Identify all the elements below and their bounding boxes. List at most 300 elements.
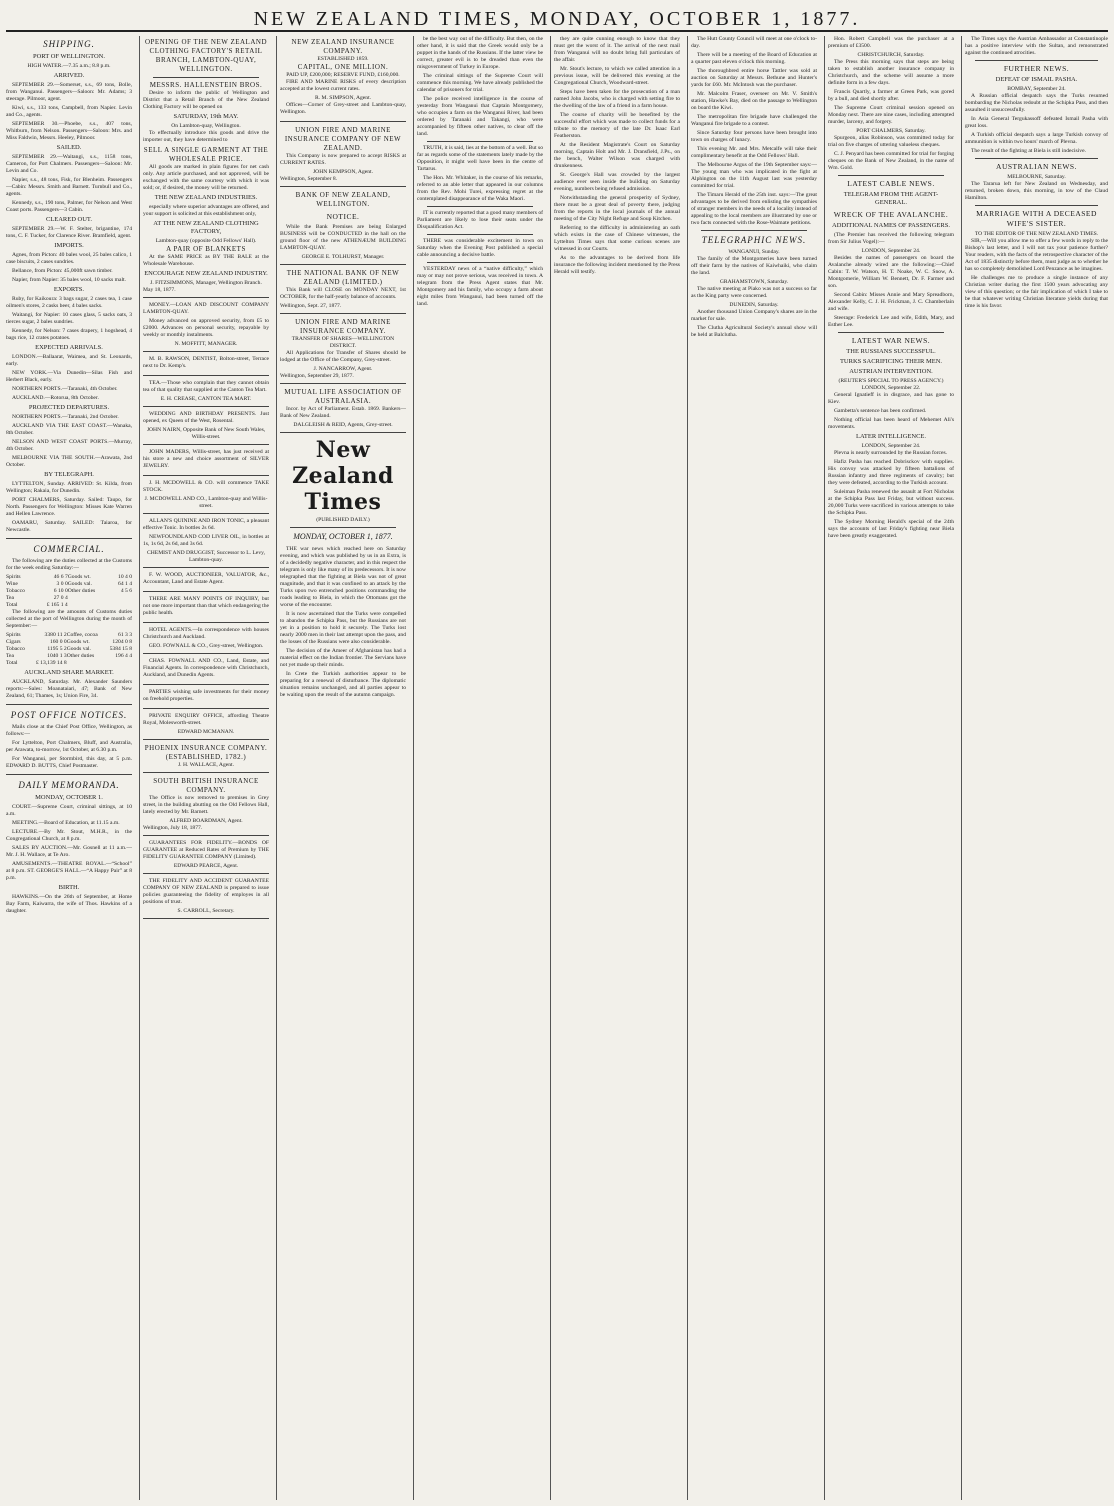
subheading: LATER INTELLIGENCE. [855, 433, 927, 440]
divider [290, 527, 396, 528]
ad-paid-up: PAID UP, £200,000; RESERVE FUND, £160,000. [286, 72, 400, 78]
column-2 [143, 36, 269, 1500]
paragraph: SEPTEMBER 29.—Somerset, s.s., 69 tons, Bolle, from Wanganui. Passengers—Saloon: Mr. Adams; 3 steerage. Pilmoor, agent. [6, 82, 132, 102]
news-paragraph: Referring to the difficulty in administering an oath which exists in the case of Chinese witnesses, the Lyttelton Times says that some curious scenes are witnessed in our Courts. [554, 225, 680, 252]
news-paragraph: Mr. Malcolm Fraser, overseer on Mr. V. Smith's station, Hawke's Bay, died on the passage to Wellington on board the Kiwi. [691, 91, 817, 111]
divider [975, 60, 1098, 61]
duty-cell: 5384 15 8 [109, 646, 132, 652]
advertisement-fidelity [143, 876, 269, 919]
paragraph: Incor. by Act of Parliament. Estab. 1869. Bankers—Bank of New Zealand. [280, 406, 406, 419]
ad-date: Wellington, September 8. [280, 176, 338, 182]
news-paragraph: The metropolitan fire brigade have challenged the Wanganui fire brigade to a contest. [691, 114, 817, 127]
duty-cell: 3380 11 2 [44, 632, 67, 638]
divider [975, 205, 1098, 206]
ad-title: PRIVATE ENQUIRY OFFICE, affording Theatre Royal, Molesworth-street. [143, 713, 269, 726]
divider [427, 234, 533, 235]
ad-title: MUTUAL LIFE ASSOCIATION OF AUSTRALASIA. [284, 388, 402, 405]
paragraph: Kiwi, s.s., 133 tons, Campbell, from Napier. Levin and Co., agents. [6, 105, 132, 118]
duty-cell: Tobacco [6, 588, 25, 594]
section-heading-telegraphic: TELEGRAPHIC NEWS. [701, 235, 807, 245]
ad-subtitle: MESSRS. HALLENSTEIN BROS. [149, 81, 263, 89]
subheading: ADDITIONAL NAMES OF PASSENGERS. [832, 222, 950, 229]
news-paragraph: Besides the names of passengers on board the Avalanche already wired are the following:—Chief Cabin: T. W. Watson, H. T. Noake, W. C. Snow, A. Montgomerie, William W. Bennett, Dr. F. Farmer and son. [828, 255, 954, 289]
news-paragraph: St. George's Hall was crowded by the largest audience ever seen inside the building on Saturday evening, numbers being refused admission. [554, 172, 680, 192]
letter-paragraph: SIR,—Will you allow me to offer a few words in reply to the Bishop's last letter, and I will not tax your patience further? Your readers, with the facts of the retrospective character of the Act of 1835 distinctly before them, must judge as to whether he has so completely demolished Lord Penzance as he imagines. [965, 238, 1108, 272]
duty-cell: 196 4 4 [115, 653, 132, 659]
ad-title: BANK OF NEW ZEALAND, WELLINGTON. [295, 191, 391, 208]
editorial-paragraph: The police received intelligence in the course of yesterday from Wanganui that Captain Montgomery, who occupies a farm on the Wanganui River, had been ordered by Taranaki and Takangi, who were accompanied by fifteen other natives, to clear off the land. [417, 96, 543, 137]
duty-cell: Spirits [6, 632, 21, 638]
advertisement-mutual-life [280, 386, 406, 433]
column-1 [6, 36, 132, 1500]
section-heading-cable-news: LATEST CABLE NEWS. [847, 179, 935, 188]
ad-date: Wellington, July 18, 1877. [143, 825, 203, 831]
editorial-paragraph: IT is currently reported that a good many members of Parliament are likely to lose their seats under the Disqualification Act. [417, 210, 543, 230]
paragraph: This Company is now prepared to accept RISKS at CURRENT RATES. [280, 153, 406, 166]
subheading: WRECK OF THE AVALANCHE. [833, 210, 949, 219]
ad-title: THERE ARE MANY POINTS OF INQUIRY, but not one more important than that which endangering the public health. [143, 596, 269, 616]
ad-title: UNION FIRE AND MARINE INSURANCE COMPANY OF NEW ZEALAND. [284, 126, 402, 152]
paragraph: Ruby, for Kaikoura: 3 bags sugar, 2 cases tea, 1 case oilmen's stores, 2 casks beer, 4 bales sacks. [6, 296, 132, 309]
ad-title: PHOENIX INSURANCE COMPANY. (ESTABLISHED, 1782.) [144, 744, 268, 761]
duty-cell: 1040 1 3 [47, 653, 67, 659]
advertisement-hotel-agents [143, 625, 269, 654]
news-paragraph: A Russian official despatch says the Turks resumed bombarding the Nicholas redoubt at the Schipka Pass, and then assaulted it unsuccessfully. [965, 93, 1108, 113]
subheading: ARRIVED. [53, 72, 85, 79]
dateline: WANGANUI, Sunday. [728, 249, 780, 255]
ad-date: Wellington, September 29, 1877. [280, 373, 354, 379]
ad-title: JOHN MADERS, Willis-street, has just received at his store a new and choice assortment of SILVER JEWELRY. [143, 449, 269, 469]
paragraph: SEPTEMBER 30.—Phoebe, s.s., 407 tons, Whitburn, from Nelson. Passengers—Saloon: Mrs. and Miss Faldwin, Messrs. Heeley, Pilmoor. [6, 121, 132, 141]
ad-title: CHAS. FOWNALL AND CO., Land, Estate, and Financial Agents. In correspondence with Christchurch, Auckland, and Dunedin Agents. [143, 658, 269, 678]
duty-cell: 1195 5 2 [47, 646, 67, 652]
paragraph: AUCKLAND.—Rotorua, 8th October. [12, 395, 99, 401]
editorial-paragraph: YESTERDAY news of a “native difficulty,” which may or may not prove serious, was received in town. A telegram from the Press Agent states that Mr. Montgomery and his family, who occupy a farm about eight miles from Wanganui, had been turned off the land. [417, 266, 543, 307]
duty-cell: 160 0 0 [49, 639, 67, 645]
paragraph: especially where superior advantages are offered, and your support is solicited at this establishment only, [143, 204, 269, 217]
ad-title: THE FIDELITY AND ACCIDENT GUARANTEE COMPANY OF NEW ZEALAND is prepared to issue policies guaranteeing the fidelity of employes in all positions of trust. [143, 878, 269, 905]
paragraph: HAWKINS.—On the 26th of September, at Home Bay Farm, Kaiwarra, the wife of Thos. Hawkins of a daughter. [6, 894, 132, 914]
news-paragraph: General Ignatieff is in disgrace, and has gone to Kiev. [828, 392, 954, 405]
ad-signature: DALGLEISH & REID, Agents, Grey-street. [293, 422, 393, 428]
ad-subtitle: TRANSFER OF SHARES—WELLINGTON DISTRICT. [291, 336, 395, 349]
advertisement-union-transfer [280, 316, 406, 384]
duty-cell [110, 602, 132, 609]
duty-cell: 10 4 0 [118, 574, 132, 580]
column-divider [139, 36, 140, 1500]
column-divider [687, 36, 688, 1500]
section-heading-post-office: POST OFFICE NOTICES. [10, 710, 128, 720]
duty-row [6, 595, 132, 602]
duty-cell: 64 1 4 [118, 581, 132, 587]
duty-cell: Other duties [67, 588, 96, 594]
ad-established: ESTABLISHED 1859. [317, 56, 369, 62]
editorial-paragraph: The criminal sittings of the Supreme Court will commence this morning. We have already published the calendar of prisoners for trial. [417, 73, 543, 93]
news-paragraph: Steps have been taken for the prosecution of a man named John Jacobs, who is charged with setting fire to the dwelling of the law of a friend in a farm house. [554, 89, 680, 109]
duty-cell: Goods val. [66, 646, 91, 652]
advertisement-presents [143, 409, 269, 445]
duty-cell: 3 0 0 [56, 581, 68, 587]
ad-title: THE NATIONAL BANK OF NEW ZEALAND (LIMITED.) [286, 269, 400, 286]
paragraph: Waitangi, for Napier: 10 cases glass, 5 sacks oats, 3 tierces sugar, 2 bales sundries. [6, 312, 132, 325]
news-paragraph: Francis Quartly, a farmer at Green Park, was gored by a bull, and died shortly after. [828, 89, 954, 102]
section-heading-war-news: LATEST WAR NEWS. [851, 336, 931, 345]
news-paragraph: Suleiman Pasha renewed the assault at Fort Nicholas at the Schipka Pass last Friday, but without success. 20,000 Turks were sacrificed in various attempts to take the Schipka Pass. [828, 489, 954, 516]
duty-cell [105, 660, 132, 667]
news-paragraph: There will be a meeting of the Board of Education at a quarter past eleven o'clock this morning. [691, 52, 817, 65]
duty-cell: 27 0 4 [53, 595, 68, 601]
ad-signature: ALFRED BOARDMAN, Agent. [169, 818, 243, 824]
section-heading-shipping: SHIPPING. [43, 39, 95, 49]
paragraph: All Applications for Transfer of Shares should be lodged at the Office of the Company, Grey-street. [280, 350, 406, 363]
dateline: DUNEDIN, Saturday. [729, 302, 779, 308]
duty-cell: Goods wt. [66, 639, 90, 645]
news-paragraph: Notwithstanding the general prosperity of Sydney, there must be a great deal of poverty there, judging from the reports in the local journals of the annual meeting of the City Night Refuge and Soup Kitchen. [554, 195, 680, 222]
duty-cell: Wine [6, 581, 18, 587]
advertisement-investments [143, 687, 269, 709]
divider [427, 262, 533, 263]
ad-signature: JOHN NAIRN, Opposite Bank of New South Wales, Willis-street. [146, 427, 266, 440]
column-divider [276, 36, 277, 1500]
news-paragraph: they are quite cunning enough to know that they must get the worst of it. The arrival of the next mail from Wanganui will no doubt bring full particulars of the affair. [554, 36, 680, 63]
paragraph: To effectually introduce this goods and drive the importer out, they have determined to [143, 130, 269, 143]
duty-cell [68, 595, 111, 602]
text: HIGH WATER.—7.35 a.m.; 8.8 p.m. [27, 63, 111, 69]
dateline: PORT CHALMERS, Saturday. [856, 128, 926, 134]
editorial-paragraph: The decision of the Ameer of Afghanistan has had a material effect on the Indian frontier. The Servians have not yet made up their minds. [280, 648, 406, 668]
ad-title: F. W. WOOD, AUCTIONEER, VALUATOR, &c., Accountant, Land and Estate Agent. [143, 572, 269, 585]
ad-notice: NOTICE. [326, 212, 360, 221]
subheading: MONDAY, OCTOBER 1. [35, 794, 103, 801]
duty-cell: 61 3 3 [118, 632, 132, 638]
header-rule [6, 30, 1108, 32]
duty-row [6, 660, 132, 667]
section-heading-memoranda: DAILY MEMORANDA. [18, 780, 120, 790]
news-paragraph: The result of the fighting at Biela is still indecisive. [971, 148, 1086, 154]
paragraph: The following are the duties collected at the Customs for the week ending Saturday:— [6, 558, 132, 571]
section-heading-marriage-letter: MARRIAGE WITH A DECEASED WIFE'S SISTER. [976, 209, 1097, 228]
duties-table-month [6, 632, 132, 667]
news-paragraph: As to the advantages to be derived from life insurance the following incident mentioned by the Press Herald will testify. [554, 255, 680, 275]
subheading: THE RUSSIANS SUCCESSFUL. [846, 348, 936, 355]
advertisement-nz-insurance [280, 36, 406, 122]
news-paragraph: Hon. Robert Campbell was the purchaser at a premium of £3500. [828, 36, 954, 49]
subheading: AUSTRIAN INTERVENTION. [849, 368, 933, 375]
news-paragraph: The Hutt County Council will meet at one o'clock to-day. [691, 36, 817, 49]
ad-signature: JOHN KEMPSON, Agent. [313, 169, 373, 175]
paragraph: For Wanganui, per Stormbird, this day, at 5 p.m. EDWARD D. BUTTS, Chief Postmaster. [6, 756, 132, 769]
news-paragraph: (The Premier has received the following telegram from Sir Julius Vogel):— [828, 232, 954, 245]
paragraph: This Bank will CLOSE on MONDAY NEXT, 1st OCTOBER, for the half-yearly balance of accounts. [280, 287, 406, 300]
ad-title: OPENING OF THE NEW ZEALAND CLOTHING FACTORY'S RETAIL BRANCH, LAMBTON-QUAY, WELLINGTON. [144, 38, 267, 73]
paragraph: Napier, s.s., 48 tons, Fisk, for Blenheim. Passengers—Cabin: Messrs. Smith and Barnett. Turnbull and Co., agents. [6, 177, 132, 197]
newspaper-subtitle: (PUBLISHED DAILY.) [316, 517, 370, 523]
news-paragraph: In Asia General Tergukassoff defeated Ismail Pasha with great loss. [965, 116, 1108, 129]
column-8 [965, 36, 1108, 1500]
news-paragraph: A Turkish official despatch says a large Turkish convoy of ammunition is within two hours' march of Plevna. [965, 132, 1108, 145]
paragraph: SEPTEMBER 29.—W. F. Stelter, brigantine, 174 tons, C. F. Tucker, for Clarence River. Bramfield, agent. [6, 226, 132, 239]
ad-signature: R. M. SIMPSON, Agent. [314, 95, 372, 101]
duty-cell: Goods val. [67, 581, 92, 587]
paragraph: Kennedy, for Nelson: 7 cases drapery, 1 hogshead, 4 bags rice, 12 crates potatoes. [6, 328, 132, 341]
news-paragraph: The Clutha Agricultural Society's annual show will be held at Balclutha. [691, 325, 817, 338]
duty-row [6, 653, 132, 660]
news-paragraph: The family of the Montgomeries have been turned off their farm by the natives of Kaiwhaiki, who claim the land. [691, 256, 817, 276]
ad-title: GUARANTEES FOR FIDELITY.—BONDS OF GUARANTEE at Reduced Rates of Premium by THE FIDELITY GUARANTEE COMPANY (Limited). [143, 840, 269, 860]
subheading: EXPECTED ARRIVALS. [35, 344, 103, 351]
news-paragraph: Nothing official has been heard of Mehemet Ali's movements. [828, 417, 954, 430]
news-paragraph: Spurgeon, alias Robinson, was committed today for trial on five charges of uttering valueless cheques. [828, 135, 954, 148]
divider [6, 704, 132, 705]
column-divider [550, 36, 551, 1500]
ad-headline: A PAIR OF BLANKETS [166, 245, 246, 253]
duties-table-week [6, 574, 132, 609]
divider [427, 141, 533, 142]
subheading: EXPORTS. [53, 286, 85, 293]
duty-row [6, 602, 132, 609]
news-paragraph: This evening Mr. and Mrs. Metcalfe will take their complimentary benefit at the Odd Fellows' Hall. [691, 146, 817, 159]
paragraph: MELBOURNE VIA THE SOUTH.—Arawata, 2nd October. [6, 455, 132, 468]
paragraph: FIRE AND MARINE RISKS of every description accepted at the lowest current rates. [280, 79, 406, 92]
duty-row [6, 588, 132, 595]
paragraph: Mails close at the Chief Post Office, Wellington, as follows:— [6, 724, 132, 737]
duty-cell: Coffee, cocoa [66, 632, 98, 638]
advertisement-loan-company [143, 300, 269, 352]
letter-paragraph: He challenges me to produce a single instance of any Christian writer during the first 1500 years advocating any view of this question; or the fair implication of which I take to be that whatever writing Christian literature yields during that time is his favor. [965, 275, 1108, 309]
ad-signature: GEORGE E. TOLHURST, Manager. [301, 254, 385, 260]
paragraph: Money advanced on approved security, from £5 to £2000. Advances on personal security, repayable by weekly or monthly instalments. [143, 318, 269, 338]
news-paragraph: Mr. Stout's lecture, to which we called attention in a previous issue, will be delivered this evening at the Congregational Church, Woodward-street. [554, 66, 680, 86]
news-paragraph: At the Resident Magistrate's Court on Saturday morning, Captain Holt and Mr. J. Dransfield, J.Ps., on the bench, Walter Wilson was charged with drunkenness. [554, 142, 680, 169]
editorial-paragraph: In Crete the Turkish authorities appear to be preparing for a renewal of disturbance. The diplomatic situation remains unchanged, and all parties appear to be waiting upon the result of the autumn campaign. [280, 671, 406, 698]
subheading: BIRTH. [58, 884, 80, 891]
ad-signature: J. FITZSIMMONS, Manager, Wellington Branch. [150, 280, 262, 286]
editorial-date: MONDAY, OCTOBER 1, 1877. [293, 532, 393, 541]
duty-row [6, 581, 132, 588]
subheading: BY TELEGRAPH. [44, 471, 94, 478]
section-heading-commercial: COMMERCIAL. [33, 544, 105, 554]
news-paragraph: The Press this morning says that steps are being taken to establish another insurance company in Christchurch, and the scheme will assume a more definite form in a few days. [828, 59, 954, 86]
subheading: AUCKLAND SHARE MARKET. [24, 669, 114, 676]
duty-cell [67, 660, 105, 667]
paragraph: SALES BY AUCTION.—Mr. Gosnell at 11 a.m.—Mr. J. H. Wallace, at Te Aro. [6, 845, 132, 858]
news-paragraph: The Times says the Austrian Ambassador at Constantinople has a positive interview with the Sultan, and remonstrated against the continued atrocities. [965, 36, 1108, 56]
editorial-paragraph: THERE was considerable excitement in town on Saturday when the Evening Post published a special cable announcing a decisive battle. [417, 238, 543, 258]
dateline: MELBOURNE, Saturday. [1007, 174, 1066, 180]
news-paragraph: Steerage: Frederick Lee and wife, Edith, Mary, and Esther Lee. [828, 315, 954, 328]
news-paragraph: The thoroughbred entire horse Tattler was sold at auction on Saturday at Messrs. Bethune and Hunter's yards for £60. Mr. McIntosh was the purchaser. [691, 68, 817, 88]
paragraph: All goods are marked in plain figures for net cash only. Any article purchased, and not approved, will be exchanged with the same courtesy with which it was sold; or, if desired, the money will be returned. [143, 164, 269, 191]
news-paragraph: The Melbourne Argus of the 19th September says:—The young man who was implicated in the fight at Alphington on the 11th August last was yesterday committed for trial. [691, 162, 817, 189]
paragraph: COURT.—Supreme Court, criminal sittings, at 10 a.m. [6, 804, 132, 817]
paragraph: OAMARU, Saturday. SAILED: Taiaroa, for Newcastle. [6, 520, 132, 533]
paragraph: Desire to inform the public of Wellington and District that a Retail Branch of the New Zealand Clothing Factory will be opened on [143, 90, 269, 110]
ad-address: Lambton-quay (opposite Odd Fellows' Hall). [155, 238, 257, 244]
paragraph: NORTHERN PORTS.—Taranaki, 2nd October. [12, 414, 119, 420]
column-divider [824, 36, 825, 1500]
ad-title: J. H. MCDOWELL & CO. will commence TAKE STOCK. [143, 480, 269, 493]
ad-date: Wellington, Sept. 27, 1877. [280, 303, 342, 309]
ad-signature: EDWARD MCMANAN. [177, 729, 235, 735]
ad-signature: J. MCDOWELL AND CO., Lambton-quay and Willis-street. [144, 496, 268, 509]
duty-cell: Total [6, 660, 18, 666]
ad-title: PARTIES wishing safe investments for their money on freehold properties. [143, 689, 269, 702]
paragraph: Kennedy, s.s., 190 tons, Palmer, for Nelson and West Coast ports. Passengers—3 Cabin. [6, 200, 132, 213]
ad-title: UNION FIRE AND MARINE INSURANCE COMPANY. [295, 318, 391, 335]
ad-capital: CAPITAL, ONE MILLION. [297, 63, 389, 71]
advertisement-stocktaking [143, 478, 269, 514]
ad-subheading: THE NEW ZEALAND INDUSTRIES. [154, 194, 258, 201]
agency-note: (REUTER'S SPECIAL TO PRESS AGENCY.) [838, 378, 944, 384]
divider [6, 538, 132, 539]
editorial-paragraph: be the best way out of the difficulty. But then, on the other hand, it is said that the Greek would only be a puppet in the hands of the Russians. If the latter view be correct, greater evil is to be dreaded than even the misgovernment of Turkey in Europe. [417, 36, 543, 70]
paragraph: Agnes, from Picton: 40 bales wool, 25 bales calico, 1 case biscuits, 2 cases sundries. [6, 252, 132, 265]
paragraph: NEW YORK.—Via Dunedin—Silas Fish and Herbert Black, early. [6, 370, 132, 383]
subheading: PROJECTED DEPARTURES. [28, 404, 110, 411]
column-divider [961, 36, 962, 1500]
ad-signature: J. NANCARROW, Agent. [313, 366, 373, 372]
duty-cell: Tea [6, 595, 14, 601]
news-paragraph: Gambetta's sentence has been confirmed. [834, 408, 927, 414]
subheading: PORT OF WELLINGTON. [32, 53, 105, 60]
ad-signature: S. CARROLL, Secretary. [177, 908, 235, 914]
duty-cell: Other duties [66, 653, 95, 659]
advertisement-land-agents [143, 656, 269, 685]
advertisement-south-british [143, 775, 269, 836]
advertisement-clothing-factory [143, 36, 269, 298]
editorial-paragraph: It is now ascertained that the Turks were compelled to abandon the Schipka Pass, but the Russians are not yet in a position to hold it securely. The Turks lost nearly 2000 men in their last attempt upon the pass, and the losses of the Russians were also considerable. [280, 611, 406, 645]
subheading: CLEARED OUT. [45, 216, 93, 223]
paragraph: Offices—Corner of Grey-street and Lambton-quay, Wellington. [280, 102, 406, 115]
newspaper-title: New Zealand Times [292, 437, 394, 515]
paragraph: LECTURE.—By Mr. Stout, M.H.R., in the Congregational Church, at 8 p.m. [6, 829, 132, 842]
ad-signature: J. H. WALLACE, Agent. [178, 762, 234, 768]
duty-cell: Tea [6, 653, 14, 659]
subheading: TELEGRAM FROM THE AGENT-GENERAL. [843, 191, 939, 206]
section-heading-australian-news: AUSTRALIAN NEWS. [996, 162, 1077, 171]
paragraph: AUCKLAND, Saturday. Mr. Alexander Saunders reports:—Sales: Moanataiari, 47; Bank of New Zealand, 61; Thames, 1s; Union Fire, 34. [6, 679, 132, 699]
ad-signature: E. H. CREASE, CANTON TEA MART. [160, 396, 252, 402]
ad-date: May 18, 1877. [143, 287, 176, 293]
duty-cell [68, 602, 111, 609]
column-divider [413, 36, 414, 1500]
dateline: CHRISTCHURCH, Saturday. [857, 52, 925, 58]
column-7 [828, 36, 954, 1500]
paragraph: Napier, from Napier: 35 bales wool, 10 sacks malt. [12, 277, 126, 283]
divider [838, 332, 944, 333]
paragraph: The Office is now removed to premises in Grey street, in the building abutting on the Old Fellows Hall, lately erected by Mr. Barnett. [143, 795, 269, 815]
paragraph: SEPTEMBER 29.—Waitangi, s.s., 1158 tons, Cameron, for Port Chalmers. Passengers—Saloon: Mr. Levin and Co. [6, 154, 132, 174]
ad-signature: GEO. FOWNALL & CO., Grey-street, Wellington. [148, 643, 264, 649]
news-paragraph: The Sydney Morning Herald's special of the 24th says the accounts of last Friday's fighting near Biela have been greatly exaggerated. [828, 519, 954, 539]
ad-signature: EDWARD PEARCE, Agent. [173, 863, 239, 869]
dateline: GRAHAMSTOWN, Saturday. [719, 279, 789, 285]
paragraph: LYTTELTON, Sunday. ARRIVED: St. Kilda, from Wellington; Rakaia, for Dunedin. [6, 481, 132, 494]
subheading: DEFEAT OF ISMAIL PASHA. [995, 76, 1078, 83]
duty-cell: Spirits [6, 574, 21, 580]
ad-subheading: ENCOURAGE NEW ZEALAND INDUSTRY. [144, 270, 268, 277]
ad-signature: N. MOFFITT, MANAGER. [174, 341, 238, 347]
paragraph: AUCKLAND VIA THE EAST COAST.—Wanaka, 8th October. [6, 423, 132, 436]
advertisement-guarantees [143, 838, 269, 874]
advertisement-tonic [143, 516, 269, 568]
editorial-paragraph: The Hon. Mr. Whitaker, in the course of his remarks, referred to an able letter that appeared in our columns from the Rev. Mohi Turei, expressing regret at the contemplated disappearance of the Waka Maori. [417, 175, 543, 202]
paragraph: The following are the amounts of Customs duties collected at the port of Wellington during the month of September:— [6, 609, 132, 629]
ad-title: MONEY.—LOAN AND DISCOUNT COMPANY LAMBTON-QUAY. [143, 302, 269, 315]
divider [6, 774, 132, 775]
dateline: BOMBAY, September 24. [1007, 86, 1066, 92]
advertisement-inquiry [143, 594, 269, 623]
duty-cell: Goods wt. [67, 574, 91, 580]
ad-title: HOTEL AGENTS.—In correspondence with houses Christchurch and Auckland. [143, 627, 269, 640]
advertisement-enquiry-office [143, 711, 269, 740]
paragraph: NELSON AND WEST COAST PORTS.—Murray, 4th October. [6, 439, 132, 452]
subheading: TURKS SACRIFICING THEIR MEN. [839, 358, 943, 365]
news-paragraph: Since Saturday four persons have been brought into town on charges of lunacy. [691, 130, 817, 143]
paragraph: AMUSEMENTS.—THEATRE ROYAL.—“School” at 8 p.m. ST. GEORGE'S HALL.—“A Happy Pair” at 8 p.m. [6, 861, 132, 881]
ad-title: NEWFOUNDLAND COD LIVER OIL, in bottles at 1s, 1s 6d, 2s 6d, and 3s 6d. [143, 534, 269, 547]
advertisement-auctioneer [143, 570, 269, 592]
ad-title: WEDDING AND BIRTHDAY PRESENTS. Just opened, ex Queen of the West, Rosental. [143, 411, 269, 424]
advertisement-national-bank [280, 267, 406, 314]
ad-place: On Lambton-quay, Wellington. [171, 123, 241, 129]
ad-title: SOUTH BRITISH INSURANCE COMPANY. [153, 777, 259, 794]
ad-title: M. B. RAWSON, DENTIST, Bolton-street, Terrace next to Dr. Kemp's. [143, 356, 269, 369]
duty-cell: Total [6, 602, 18, 608]
ad-title: TEA.—Those who complain that they cannot obtain tea of that quality that supplied at the Canton Tea Mart. [143, 380, 269, 393]
page-header: NEW ZEALAND TIMES, MONDAY, OCTOBER 1, 1877. [253, 8, 861, 30]
news-paragraph: The Tararua left for New Zealand on Wednesday, and returned, broken down, this morning, in tow of the Claud Hamilton. [965, 181, 1108, 201]
duty-cell: £ 13,139 14 8 [35, 660, 67, 666]
advertisement-dentist [143, 354, 269, 376]
divider [701, 230, 807, 231]
paragraph: LONDON.—Ballaarat, Waimea, and St. Leonards, early. [6, 354, 132, 367]
duty-cell: 4 5 6 [120, 588, 132, 594]
paragraph: Bellance, from Picton: 45,000ft sawn timber. [12, 268, 113, 274]
paragraph: PORT CHALMERS, Saturday. Sailed: Taupo, for North. Passengers for Wellington: Misses Kate Warren and Hellen Lawrence. [6, 497, 132, 517]
column-6 [691, 36, 817, 1500]
divider [427, 206, 533, 207]
column-4 [417, 36, 543, 1500]
duty-cell: £ 165 1 4 [46, 602, 68, 608]
news-paragraph: Plevna is nearly surrounded by the Russian forces. [834, 450, 948, 456]
advertisement-bank-nz [280, 189, 406, 265]
duty-row [6, 574, 132, 581]
ad-headline: SELL A SINGLE GARMENT AT THE WHOLESALE PRICE. [143, 146, 269, 163]
news-paragraph: The Supreme Court criminal session opened on Monday next. There are nine cases, including attempted murder, larceny, and forgery. [828, 105, 954, 125]
divider [838, 175, 944, 176]
subheading: SAILED. [56, 144, 82, 151]
dateline: LONDON, September 24. [861, 443, 921, 449]
news-paragraph: The Timaru Herald of the 25th inst. says:—The great advantages to be derived from enlisting the sympathies of stranger members in the needs of a locality instead of appealing to the local members are illustrated by one or two facts connected with the Rose-Waimate petitions. [691, 192, 817, 226]
paragraph: MEETING.—Board of Education, at 11.15 a.m. [12, 820, 120, 826]
divider [153, 77, 259, 78]
editorial-paragraph: THE war news which reached here on Saturday evening, and which was published by us in an Extra, is of a decidedly negative character, and in this respect the telegram is only like many of its predecessors. It is now telegraphed that the fighting at Biela was not of great magnitude, and that it was confined to an attack by the Turks upon two entrenched positions commanding the roads leading to Biela, in which the Ottomans got the worse of the encounter. [280, 546, 406, 608]
ad-subheading: AT THE NEW ZEALAND CLOTHING FACTORY, [153, 220, 259, 235]
paragraph: NORTHERN PORTS.—Taranaki, 4th October. [12, 386, 118, 392]
paragraph: While the Bank Premises are being Enlarged BUSINESS will be CONDUCTED in the hall on the ground floor of the new ATHENÆUM BUILDING LAMBTON-QUAY. [280, 224, 406, 251]
news-paragraph: Another thousand Union Company's shares are in the market for sale. [691, 309, 817, 322]
ad-date: SATURDAY, 19th MAY. [173, 113, 239, 120]
section-heading-further-news: FURTHER NEWS. [1003, 64, 1070, 73]
column-3 [280, 36, 406, 1500]
duty-row [6, 632, 132, 639]
news-paragraph: The native meeting at Piako was not a success so far as the King party were concerned. [691, 286, 817, 299]
paragraph: For Lyttelton, Port Chalmers, Bluff, and Australia, per Arawata, to-morrow, 1st October, at 6.30 p.m. [6, 740, 132, 753]
duty-row [6, 639, 132, 646]
duty-row [6, 646, 132, 653]
news-paragraph: Second Cabin: Misses Annie and Mary Spreadborn, Alexander Kelly, C. J. H. Frickman, J. C. Chamberlain and wife. [828, 292, 954, 312]
